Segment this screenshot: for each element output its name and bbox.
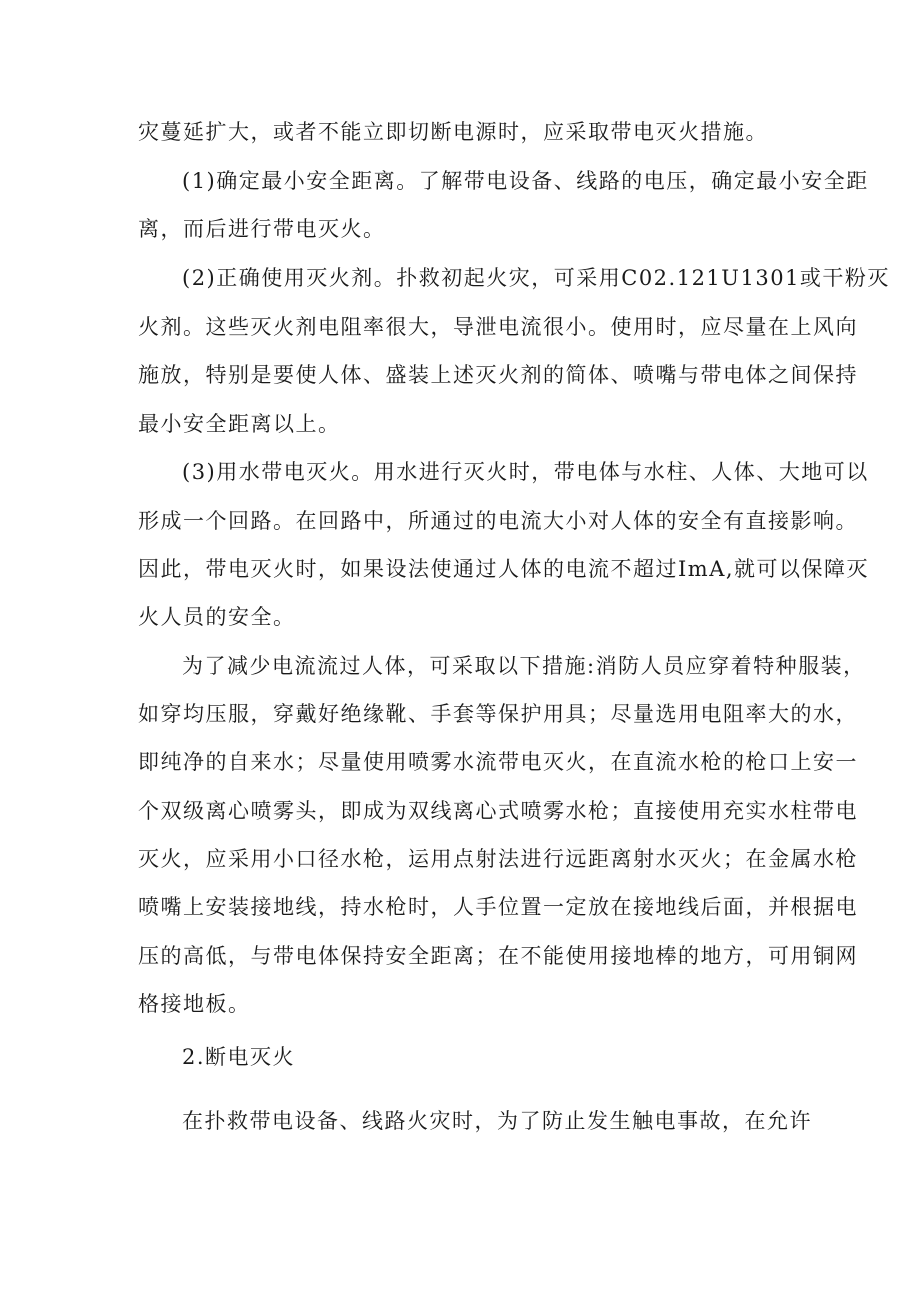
paragraph-line: 灾蔓延扩大，或者不能立即切断电源时，应采取带电灭火措施。	[138, 120, 768, 144]
paragraph-line: 灭火，应采用小口径水枪，运用点射法进行远距离射水灭火；在金属水枪	[138, 847, 858, 871]
paragraph-line: (2)正确使用灭火剂。扑救初起火灾，可采用C02.121U1301或干粉灭	[182, 266, 890, 290]
paragraph-line: 火人员的安全。	[138, 605, 296, 629]
paragraph-line: (1)确定最小安全距离。了解带电设备、线路的电压，确定最小安全距	[182, 169, 869, 193]
paragraph-line: 即纯净的自来水；尽量使用喷雾水流带电灭火，在直流水枪的枪口上安一	[138, 750, 858, 774]
section-heading: 2.断电灭火	[182, 1045, 296, 1069]
paragraph-line: 压的高低，与带电体保持安全距离；在不能使用接地棒的地方，可用铜网	[138, 944, 858, 968]
paragraph-line: 为了减少电流流过人体，可采取以下措施:消防人员应穿着特种服装，	[182, 654, 866, 678]
paragraph-line: 格接地板。	[138, 992, 251, 1016]
paragraph-line: 个双级离心喷雾头，即成为双线离心式喷雾水枪；直接使用充实水柱带电	[138, 799, 858, 823]
paragraph-line: 在扑救带电设备、线路火灾时，为了防止发生触电事故，在允许	[182, 1109, 812, 1133]
paragraph-line: 最小安全距离以上。	[138, 412, 341, 436]
paragraph-line: 如穿均压服，穿戴好绝缘靴、手套等保护用具；尽量选用电阻率大的水，	[138, 702, 858, 726]
paragraph-line: 施放，特别是要使人体、盛装上述灭火剂的简体、喷嘴与带电体之间保持	[138, 363, 858, 387]
paragraph-line: 形成一个回路。在回路中，所通过的电流大小对人体的安全有直接影响。	[138, 509, 858, 533]
paragraph-line: 火剂。这些灭火剂电阻率很大，导泄电流很小。使用时，应尽量在上风向	[138, 315, 858, 339]
paragraph-line: 因此，带电灭火时，如果设法使通过人体的电流不超过ImA,就可以保障灭	[138, 557, 870, 581]
paragraph-line: 离，而后进行带电灭火。	[138, 217, 386, 241]
paragraph-line: 喷嘴上安装接地线，持水枪时，人手位置一定放在接地线后面，并根据电	[138, 895, 858, 919]
paragraph-line: (3)用水带电灭火。用水进行灭火时，带电体与水柱、人体、大地可以	[182, 460, 869, 484]
